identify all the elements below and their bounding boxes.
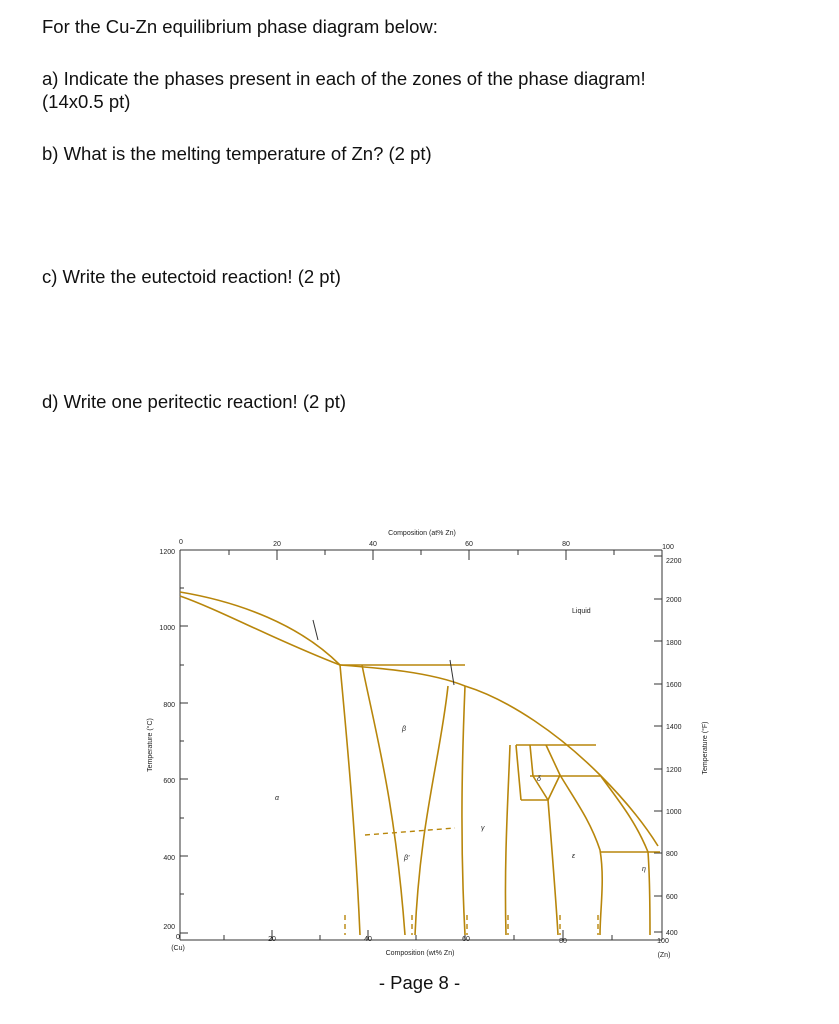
right-tick-label: 600 bbox=[666, 894, 678, 901]
bottom-end-label-zn: (Zn) bbox=[657, 952, 671, 959]
right-tick-label: 1200 bbox=[666, 767, 682, 774]
bottom-tick-label: 60 bbox=[462, 936, 470, 943]
left-axis-title: Temperature (°C) bbox=[147, 718, 154, 772]
right-axis-labels bbox=[666, 558, 682, 937]
top-axis-title: Composition (at% Zn) bbox=[388, 530, 456, 537]
left-tick-label: 800 bbox=[163, 702, 175, 709]
right-tick-label: 400 bbox=[666, 930, 678, 937]
question-title: For the Cu-Zn equilibrium phase diagram below: bbox=[42, 16, 438, 37]
region-label-epsilon: ε bbox=[572, 853, 576, 860]
region-labels bbox=[275, 608, 646, 873]
question-d-text: d) Write one peritectic reaction! (2 pt) bbox=[42, 391, 347, 412]
liquidus-markers bbox=[313, 620, 454, 685]
top-axis-labels bbox=[179, 539, 674, 551]
region-label-beta: β bbox=[402, 726, 406, 733]
top-tick-label: 60 bbox=[465, 541, 473, 548]
region-label-alpha: α bbox=[275, 795, 279, 802]
left-tick-label: 200 bbox=[163, 924, 175, 931]
top-tick-label: 0 bbox=[179, 539, 183, 546]
region-label-liquid: Liquid bbox=[572, 608, 591, 615]
left-tick-label: 400 bbox=[163, 855, 175, 862]
question-a-points: (14x0.5 pt) bbox=[42, 91, 131, 112]
left-tick-label: 600 bbox=[163, 778, 175, 785]
right-tick-label: 1800 bbox=[666, 640, 682, 647]
top-tick-label: 40 bbox=[369, 541, 377, 548]
question-b-text: b) What is the melting temperature of Zn? (2 pt) bbox=[42, 143, 432, 164]
bottom-tick-label: 100 bbox=[657, 938, 669, 945]
region-label-beta-prime: β' bbox=[404, 855, 410, 862]
top-tick-label: 80 bbox=[562, 541, 570, 548]
right-axis-title: Temperature (°F) bbox=[702, 721, 709, 775]
left-tick-label: 1000 bbox=[159, 625, 175, 632]
right-tick-label: 1400 bbox=[666, 724, 682, 731]
page-footer: - Page 8 - bbox=[378, 972, 461, 993]
right-tick-label: 1600 bbox=[666, 682, 682, 689]
bottom-tick-label: 20 bbox=[268, 936, 276, 943]
question-a-text: a) Indicate the phases present in each of the zones of the phase diagram! bbox=[42, 68, 646, 89]
bottom-tick-label: 40 bbox=[364, 936, 372, 943]
bottom-tick-label: 80 bbox=[559, 938, 567, 945]
phase-boundaries bbox=[180, 592, 660, 935]
region-label-delta: δ bbox=[537, 776, 541, 783]
region-label-gamma: γ bbox=[481, 825, 485, 832]
right-tick-label: 2000 bbox=[666, 597, 682, 604]
ordering-dashed-lines bbox=[345, 828, 598, 935]
right-tick-label: 2200 bbox=[666, 558, 682, 565]
bottom-tick-label: 0 bbox=[176, 934, 180, 941]
right-tick-label: 1000 bbox=[666, 809, 682, 816]
right-tick-label: 800 bbox=[666, 851, 678, 858]
question-c-text: c) Write the eutectoid reaction! (2 pt) bbox=[42, 266, 341, 287]
top-tick-label: 20 bbox=[273, 541, 281, 548]
top-tick-label: 100 bbox=[662, 544, 674, 551]
left-tick-label: 1200 bbox=[159, 549, 175, 556]
bottom-end-label-cu: (Cu) bbox=[171, 945, 185, 952]
region-label-eta: η bbox=[642, 866, 646, 873]
left-axis-labels bbox=[159, 549, 175, 931]
bottom-axis-title: Composition (wt% Zn) bbox=[385, 950, 455, 957]
